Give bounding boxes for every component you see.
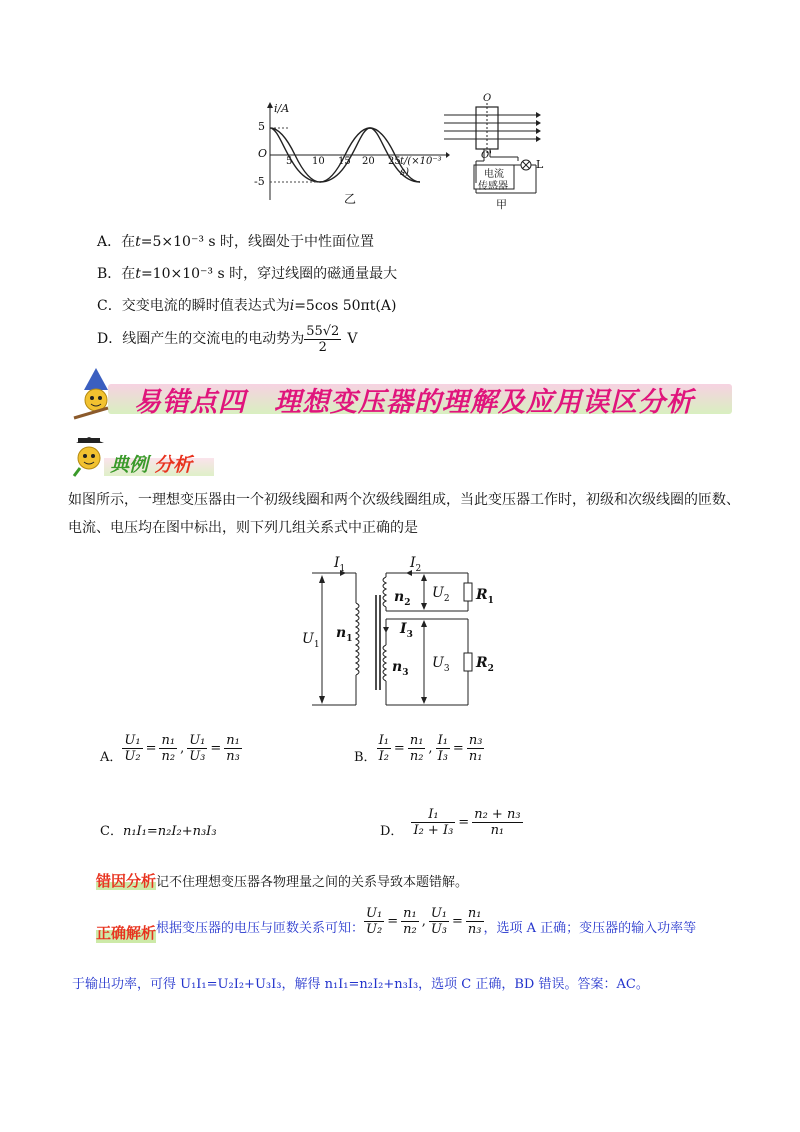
choice-c[interactable]: C．n₁I₁=n₂I₂+n₃I₃ — [100, 824, 217, 839]
option-c[interactable]: C．交变电流的瞬时值表达式为i=5cos 50πt(A) — [97, 298, 397, 314]
label-n1: $n_1$ — [336, 625, 353, 644]
option-a[interactable]: A．在t=5×10⁻³ s 时，线圈处于中性面位置 — [97, 234, 375, 250]
error-analysis-label: 错因分析 — [96, 872, 157, 890]
example-word-2: 分析 — [154, 454, 193, 476]
section-title: 易错点四 理想变压器的理解及应用误区分析 — [134, 387, 694, 418]
label-I2: $I_2$ — [410, 555, 422, 574]
correct-analysis-line1: 正确解析 根据变压器的电压与匝数关系可知： $\frac{\text{U₁}}{\text{U₂}}$ = $\frac{\text{n₁}}{\text{n₂}}$ , $\frac{\text{U₁}}{\text{U₃}}$ = $\frac{\text{n₁}}{\text{n₃}}$ ，选项 A 正确；变压器的输入功率等 — [96, 898, 696, 944]
choice-a[interactable]: A． $\frac{\text{U₁}}{\text{U₂}}$ = $\frac{\text{n₁}}{\text{n₂}}$ , $\frac{\text{U₁}}{\text{U₃}}$ = $\frac{\text{n₁}}{\text{n₃}}$ — [100, 732, 240, 765]
label-U2: $U_2$ — [432, 585, 450, 604]
question-text: 如图所示，一理想变压器由一个初级线圈和两个次级线圈组成，当此变压器工作时，初级和次级线圈的匝数、 电流、电压均在图中标出，则下列几组关系式中正确的是 — [68, 492, 740, 536]
graph-xlabel: t/(×10⁻³ s) — [400, 156, 442, 178]
generator-figure — [440, 95, 550, 210]
emf-fraction: $\frac{55√2}{2}$ — [306, 323, 340, 355]
graph-xtick-10: 10 — [312, 156, 325, 167]
label-I1: $I_1$ — [334, 555, 346, 574]
error-analysis — [96, 870, 468, 891]
label-n3: $n_3$ — [392, 659, 409, 678]
graph-xtick-25: 25 — [388, 156, 401, 167]
choice-b[interactable]: B． $\frac{\text{I₁}}{\text{I₂}}$ = $\frac{\text{n₁}}{\text{n₂}}$ , $\frac{\text{I₁}}{\text{I₃}}$ = $\frac{\text{n₃}}{\text{n₁}}$ — [354, 732, 483, 765]
correct-analysis-label: 正确解析 — [96, 900, 156, 943]
graph-xtick-20: 20 — [362, 156, 375, 167]
graph-ylabel: i/A — [274, 102, 290, 115]
example-banner — [68, 434, 218, 480]
graph-ytick-neg5: -5 — [254, 175, 265, 188]
label-R1: $R_1$ — [476, 587, 494, 606]
option-b[interactable]: B．在t=10×10⁻³ s 时，穿过线圈的磁通量最大 — [97, 266, 398, 282]
label-U3: $U_3$ — [432, 655, 450, 674]
option-d[interactable]: D．线圈产生的交流电的电动势为 $\frac{55√2}{2}$ V — [97, 323, 358, 355]
graph-xtick-5: 5 — [286, 156, 293, 167]
generator-caption: 甲 — [496, 198, 507, 211]
graph-caption: 乙 — [344, 192, 357, 206]
example-word-1: 典例 — [110, 454, 149, 476]
sensor-label-1: 电流 — [484, 169, 504, 180]
sensor-label-2: 传感器 — [478, 181, 508, 192]
current-time-graph — [250, 100, 450, 210]
label-I3: $I_3$ — [400, 621, 413, 640]
graph-xtick-15: 15 — [338, 156, 351, 167]
correct-analysis-line2: 于输出功率，可得 U₁I₁=U₂I₂+U₃I₃，解得 n₁I₁=n₂I₂+n₃I₃，选项 C 正确，BD 错误。答案：AC。 — [72, 977, 649, 992]
wizard-icon — [68, 366, 124, 422]
label-R2: $R_2$ — [476, 655, 494, 674]
label-O: O — [483, 93, 492, 104]
lamp-label: L — [536, 158, 544, 171]
graph-origin: O — [258, 147, 268, 160]
error-analysis-text: 记不住理想变压器各物理量之间的关系导致本题错解。 — [156, 875, 469, 890]
transformer-circuit — [300, 555, 500, 715]
label-O-prime: O' — [481, 150, 492, 161]
graph-ytick-5: 5 — [258, 120, 265, 133]
section-banner — [68, 366, 732, 422]
choice-d[interactable]: D． $\frac{\text{I₁}}{\text{I₂ + I₃}}$ = $\frac{\text{n₂ + n₃}}{\text{n₁}}$ — [380, 806, 521, 839]
label-n2: $n_2$ — [394, 589, 411, 608]
label-U1: $U_1$ — [302, 631, 320, 650]
